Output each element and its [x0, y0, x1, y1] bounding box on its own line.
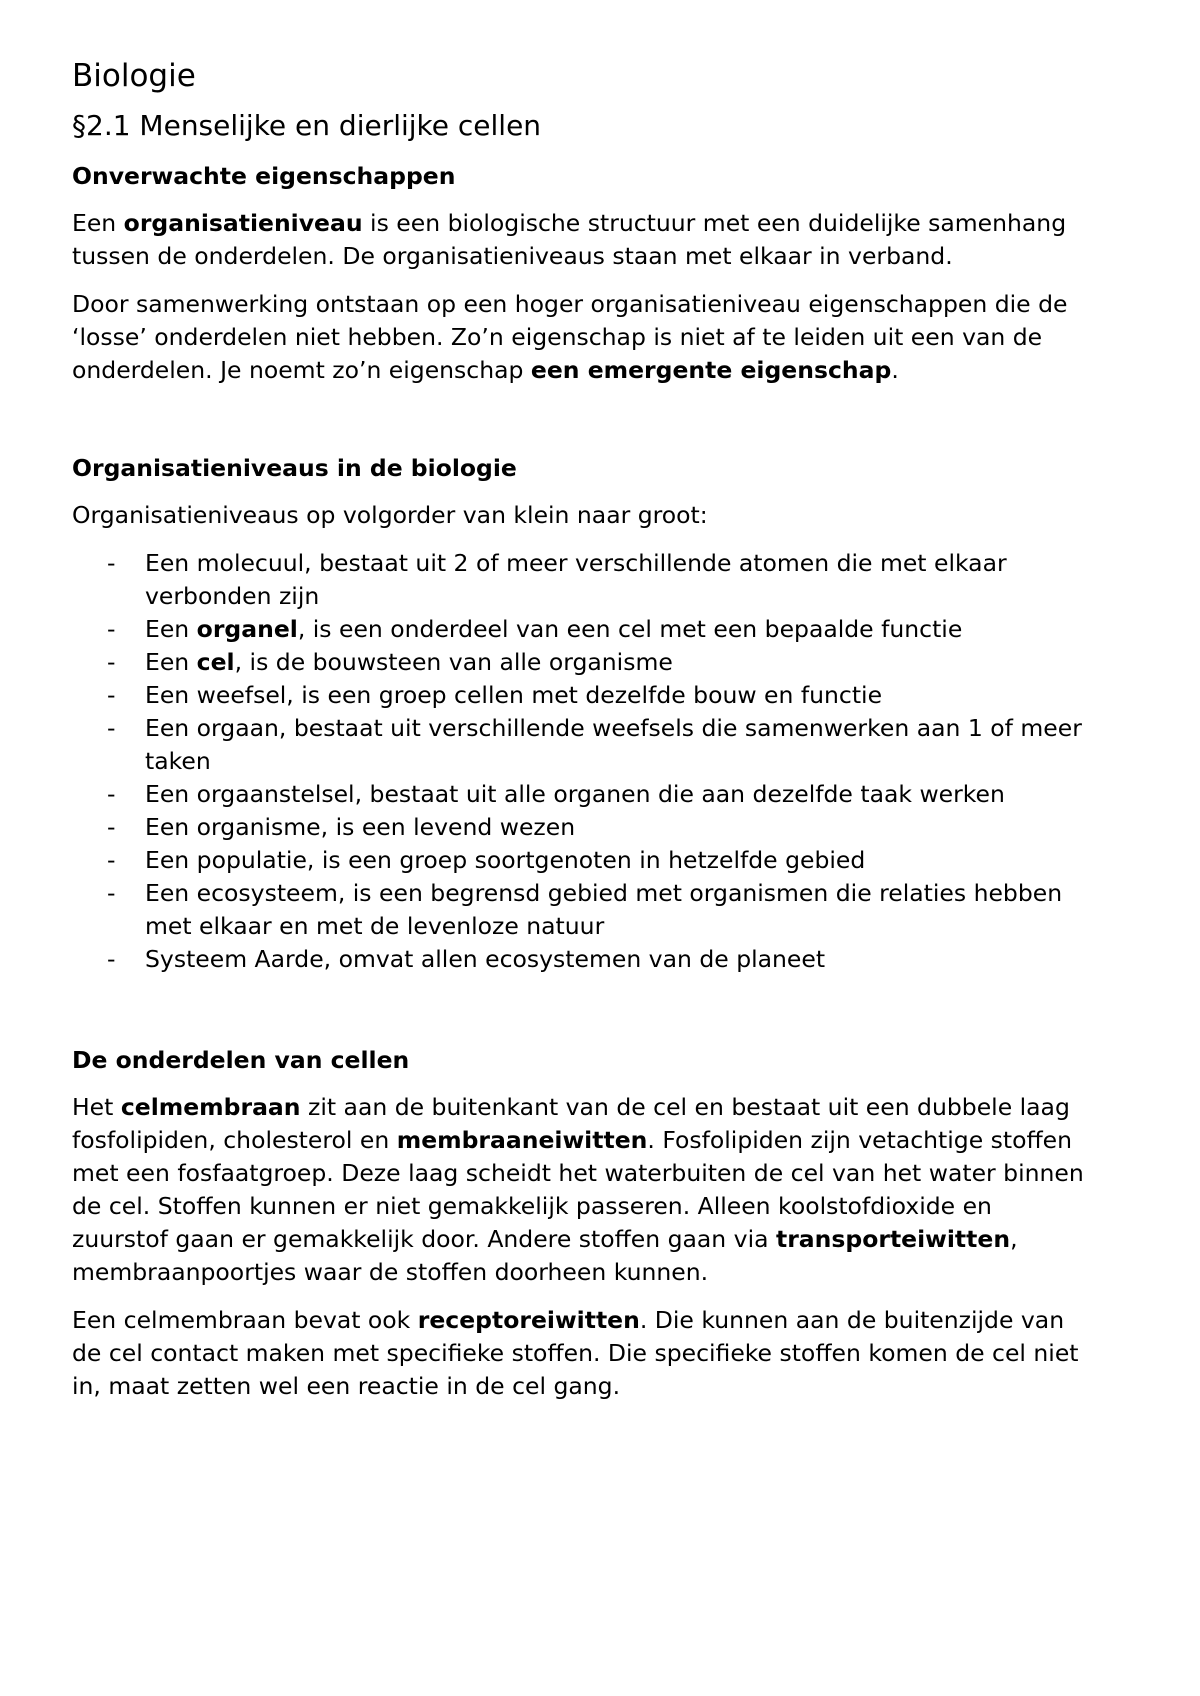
paragraph-emergente-eigenschap — [72, 288, 1090, 387]
bullet-dash: - — [107, 813, 116, 841]
text-run: Een ecosysteem, is een begrensd gebied met organismen die relaties hebben met elkaar en met de levenloze natuur — [145, 879, 1063, 940]
text-run: Systeem Aarde, omvat allen ecosystemen van de planeet — [145, 945, 826, 973]
bold-term: celmembraan — [120, 1093, 301, 1121]
text-run: Een orgaan, bestaat uit verschillende weefsels die samenwerken aan 1 of meer taken — [145, 714, 1082, 775]
paragraph-organisatieniveau — [72, 207, 1090, 273]
text-run: Een — [145, 615, 197, 643]
text-run: is een biologische structuur met een duidelijke samenhang tussen de onderdelen. De organisatieniveaus staan met elkaar in verband. — [72, 209, 1067, 270]
spacer — [72, 402, 1090, 452]
text-run: zit aan de buitenkant van de cel en bestaat uit een dubbele laag fosfolipiden, cholesterol en — [72, 1093, 1070, 1154]
text-run: Een — [145, 648, 197, 676]
text-run: Een orgaanstelsel, bestaat uit alle organen die aan dezelfde taak werken — [145, 780, 1005, 808]
section-title: §2.1 Menselijke en dierlijke cellen — [72, 109, 542, 142]
list-item — [72, 811, 1090, 844]
bold-term: organisatieniveau — [123, 209, 363, 237]
text-run: Een celmembraan bevat ook — [72, 1306, 418, 1334]
list-item — [72, 943, 1090, 976]
list-item — [72, 778, 1090, 811]
bullet-dash: - — [107, 648, 116, 676]
spacer — [72, 976, 1090, 1044]
paragraph-volgorde: Organisatieniveaus op volgorder van klein naar groot: — [72, 501, 708, 529]
bullet-dash: - — [107, 879, 116, 907]
text-run: . — [891, 356, 899, 384]
bullet-dash: - — [107, 681, 116, 709]
text-run: Een — [72, 209, 124, 237]
text-run: Een molecuul, bestaat uit 2 of meer verschillende atomen die met elkaar verbonden zijn — [145, 549, 1007, 610]
list-item — [72, 712, 1090, 778]
list-item — [72, 877, 1090, 943]
bold-term: transporteiwitten — [775, 1225, 1011, 1253]
bullet-dash: - — [107, 714, 116, 742]
list-item — [72, 844, 1090, 877]
bullet-dash: - — [107, 780, 116, 808]
text-run: Een weefsel, is een groep cellen met dezelfde bouw en functie — [145, 681, 883, 709]
text-run: , is de bouwsteen van alle organisme — [234, 648, 673, 676]
text-run: . Fosfolipiden zijn vetachtige stoffen met een fosfaatgroep. Deze laag scheidt het waterbuiten de cel van het water binnen de cel. Stoffen kunnen er niet gemakkelijk passeren. Alleen koolstofdioxide en zuurstof gaan er gemakkelijk door. Andere stoffen gaan via — [72, 1126, 1084, 1253]
text-run: Door samenwerking ontstaan op een hoger organisatieniveau eigenschappen die de ‘losse’ onderdelen niet hebben. Zo’n eigenschap is niet af te leiden uit een van de onderdelen. Je noemt zo’n eigenschap — [72, 290, 1068, 384]
text-run: Een populatie, is een groep soortgenoten in hetzelfde gebied — [145, 846, 866, 874]
text-run: Het — [72, 1093, 121, 1121]
organisatieniveaus-list — [72, 547, 1090, 976]
list-item — [72, 679, 1090, 712]
paragraph-receptoreiwitten — [72, 1304, 1090, 1403]
heading-onverwachte-eigenschappen: Onverwachte eigenschappen — [72, 162, 456, 190]
bold-term: membraaneiwitten — [396, 1126, 648, 1154]
bold-term: receptoreiwitten — [417, 1306, 640, 1334]
document-title: Biologie — [72, 58, 196, 94]
bullet-dash: - — [107, 615, 116, 643]
text-run: . Die kunnen aan de buitenzijde van de cel contact maken met specifieke stoffen. Die specifieke stoffen komen de cel niet in, maat zetten wel een reactie in de cel gang. — [72, 1306, 1079, 1400]
bold-term: cel — [196, 648, 235, 676]
list-item — [72, 613, 1090, 646]
bold-term: een emergente eigenschap — [530, 356, 892, 384]
heading-organisatieniveaus: Organisatieniveaus in de biologie — [72, 454, 517, 482]
text-run: , is een onderdeel van een cel met een bepaalde functie — [297, 615, 963, 643]
list-item — [72, 646, 1090, 679]
list-item — [72, 547, 1090, 613]
bold-term: organel — [196, 615, 298, 643]
text-run: , membraanpoortjes waar de stoffen doorheen kunnen. — [72, 1225, 1018, 1286]
bullet-dash: - — [107, 846, 116, 874]
bullet-dash: - — [107, 945, 116, 973]
heading-onderdelen-van-cellen: De onderdelen van cellen — [72, 1046, 410, 1074]
text-run: Een organisme, is een levend wezen — [145, 813, 576, 841]
bullet-dash: - — [107, 549, 116, 577]
paragraph-celmembraan — [72, 1091, 1090, 1289]
